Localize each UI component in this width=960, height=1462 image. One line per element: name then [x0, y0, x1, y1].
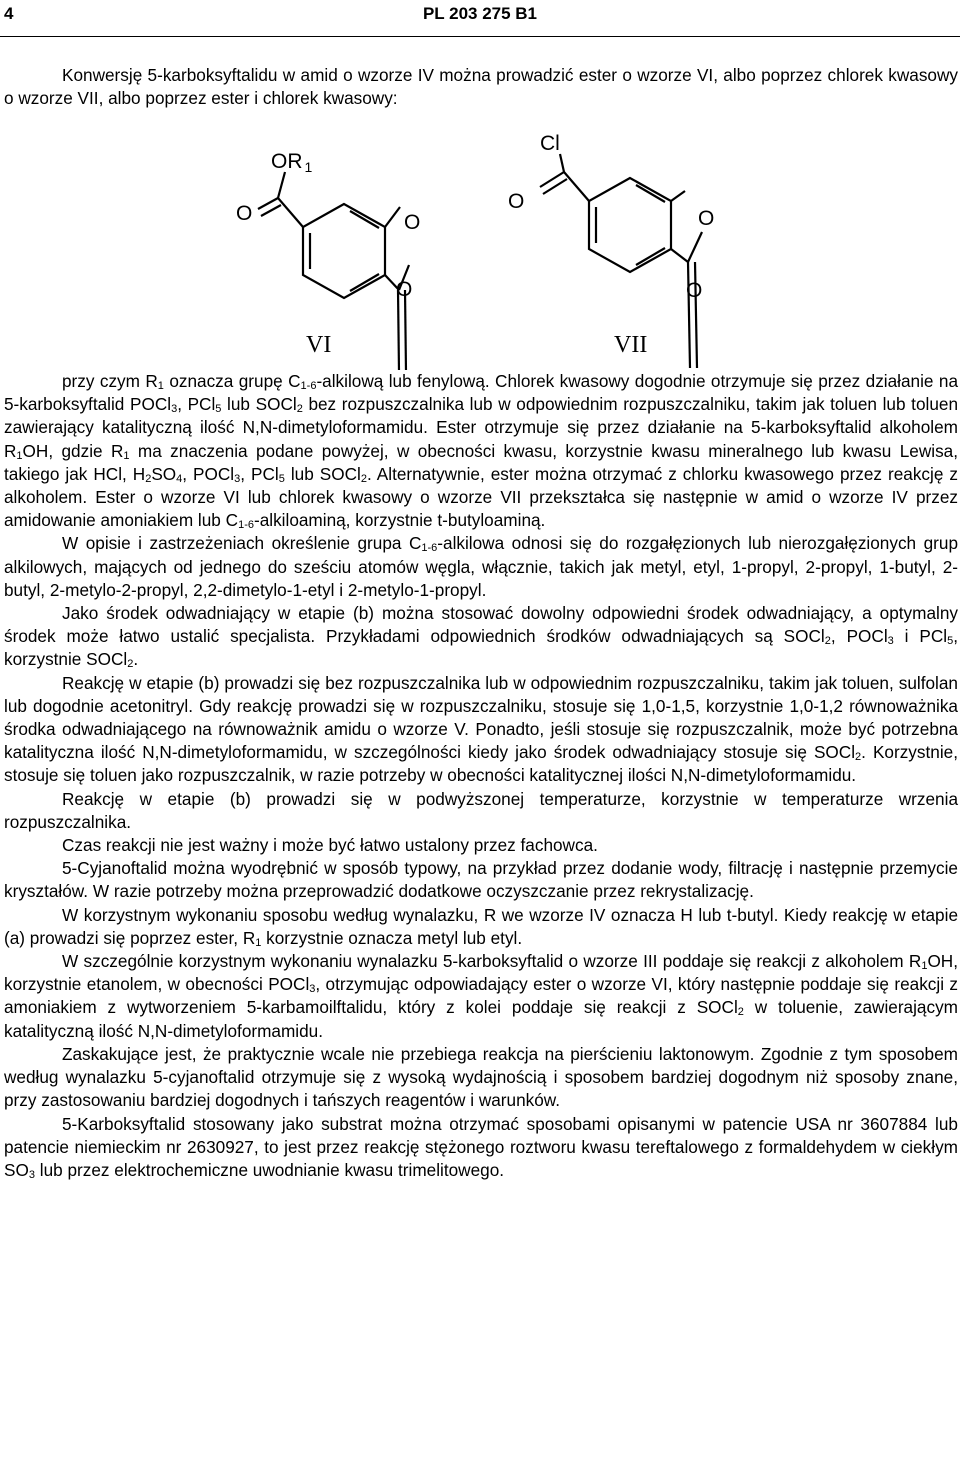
intro-paragraph: Konwersję 5-karboksyftalidu w amid o wzorze IV można prowadzić ester o wzorze VI, albo poprzez chlorek kwasowy o wzorze VII, albo poprzez ester i chlorek kwasowy:	[4, 65, 958, 109]
structure-figure	[0, 120, 960, 370]
page-header	[0, 0, 960, 37]
paragraph-7: 5-Cyjanoftalid można wyodrębnić w sposób typowy, na przykład przez dodanie wody, filtrację i następnie przemycie kryształów. W razie potrzeby można przeprowadzić dodatkowe oczyszczanie przez rekrystalizację.	[4, 858, 958, 902]
paragraph-2: W opisie i zastrzeżeniach określenie grupa $C_{1-6}$-alkilowa odnosi się do rozgałęzionych lub nierozgałęzionych grup alkilowych, mających od jednego do sześciu atomów węgla, włącznie, takich jak metyl, etyl, 1-propyl, 2-propyl, 1-butyl, 2-butyl, 2-metylo-2-propyl, 2,2-dimetylo-1-etyl i 2-metylo-1-propyl.	[4, 533, 959, 600]
paragraph-6: Czas reakcji nie jest ważny i może być łatwo ustalony przez fachowca.	[62, 835, 598, 856]
vi-lactone-oxygen: O	[396, 278, 413, 301]
chemical-structures	[0, 120, 960, 370]
body-text	[4, 370, 958, 1182]
paragraph-3: Jako środek odwadniający w etapie (b) można stosować dowolny odpowiedni środek odwadniający, a optymalny środek może łatwo ustalić specjalista. Przykładami odpowiednich środków odwadniających są SOCl$_2$, POCl$_3$ i PCl$_5$, korzystnie SOCl$_2$.	[4, 603, 958, 671]
vii-substituent-label: Cl	[540, 132, 560, 155]
paragraph-9: W szczególnie korzystnym wykonaniu wynalazku 5-karboksyftalid o wzorze III poddaje się reakcji z alkoholem $R_1OH$, korzystnie etanolem, w obecności POCl$_3$, otrzymując odpowiadający ester o wzorze VI, który następnie poddaje się reakcji z amoniakiem z wytworzeniem 5-karbamoilftalidu, który z kolei poddaje się reakcji z SOCl$_2$ w toluenie, zawierającym katalityczną ilość N,N-dimetyloformamidu.	[4, 951, 958, 1041]
vi-substituent-label: OR 1	[271, 150, 313, 175]
paragraph-4: Reakcję w etapie (b) prowadzi się bez rozpuszczalnika lub w odpowiednim rozpuszczalniku, takim jak toluen, sulfolan lub dogodnie acetonitryl. Gdy reakcję prowadzi się w rozpuszczalniku, stosuje się 1,0-1,5, korzystnie 1,0-1,2 równoważnika środka odwadniającego na równoważnik amidu o wzorze V. Ponadto, jeśli stosuje się rozpuszczalnik, może być potrzebna katalityczna ilość N,N-dimetyloformamidu, w szczególności kiedy jako środek odwadniający stosuje się SOCl$_2$. Korzystnie, stosuje się toluen jako rozpuszczalnik, w razie potrzeby w obecności katalitycznej ilości N,N-dimetyloformamidu.	[4, 672, 958, 786]
paragraph-1: przy czym $R_1$ oznacza grupę $C_{1-6}$-alkilową lub fenylową. Chlorek kwasowy dogodnie otrzymuje się przez działanie na 5-karboksyftalid POCl$_3$, PCl$_5$ lub SOCl$_2$ bez rozpuszczalnika lub w odpowiednim rozpuszczalniku, takim jak toluen lub toluen zawierający katalityczną ilość N,N-dimetyloformamidu. Ester otrzymuje się przez działanie na 5-karboksyftalid alkoholem $R_1OH$, gdzie $R_1$ ma znaczenia podane powyżej, w obecności kwasu, korzystnie kwasu mineralnego lub kwasu Lewisa, takiego jak HCl, $H_2SO_4$, POCl$_3$, PCl$_5$ lub SOCl$_2$. Alternatywnie, ester można otrzymać z chlorku kwasowego przez reakcję z alkoholem. Ester o wzorze VI lub chlorek kwasowy o wzorze VII przekształca się następnie w amid o wzorze IV przez amidowanie amoniakiem lub $C_{1-6}$-alkiloaminą, korzystnie t-butyloaminą.	[4, 371, 959, 532]
paragraph-10: Zaskakujące jest, że praktycznie wcale nie przebiega reakcja na pierścieniu laktonowym. Zgodnie z tym sposobem według wynalazku 5-cyjanoftalid otrzymuje się z wysoką wydajnością i sposobem bardziej dogodnym niż sposoby znane, przy zastosowaniu bardziej dogodnych i tańszych reagentów i warunków.	[4, 1043, 958, 1111]
paragraph-5: Reakcję w etapie (b) prowadzi się w podwyższonej temperaturze, korzystnie w temperaturze wrzenia rozpuszczalnika.	[4, 788, 958, 832]
vi-compound-label: VI	[306, 332, 332, 358]
vii-carbonyl-oxygen: O	[508, 190, 525, 213]
vii-compound-label: VII	[614, 332, 648, 358]
vi-carbonyl-oxygen: O	[236, 202, 253, 225]
page-number: 4	[4, 4, 14, 23]
paragraph-11: 5-Karboksyftalid stosowany jako substrat można otrzymać sposobami opisanymi w patencie USA nr 3607884 lub patencie niemieckim nr 2630927, to jest przez reakcję stężonego roztworu kwasu tereftalowego z formaldehydem w ciekłym $SO_3$ lub przez elektrochemiczne uwodnianie kwasu trimelitowego.	[4, 1113, 958, 1181]
vi-ring-oxygen: O	[404, 211, 421, 234]
document-id: PL 203 275 B1	[422, 4, 538, 23]
vii-lactone-oxygen: O	[686, 279, 703, 302]
structure-vi-bonds	[258, 172, 409, 370]
paragraph-8: W korzystnym wykonaniu sposobu według wynalazku, R we wzorze IV oznacza H lub t-butyl. Kiedy reakcję w etapie (a) prowadzi się poprzez ester, $R_1$ korzystnie oznacza metyl lub etyl.	[4, 904, 958, 949]
vii-ring-oxygen: O	[698, 207, 715, 230]
